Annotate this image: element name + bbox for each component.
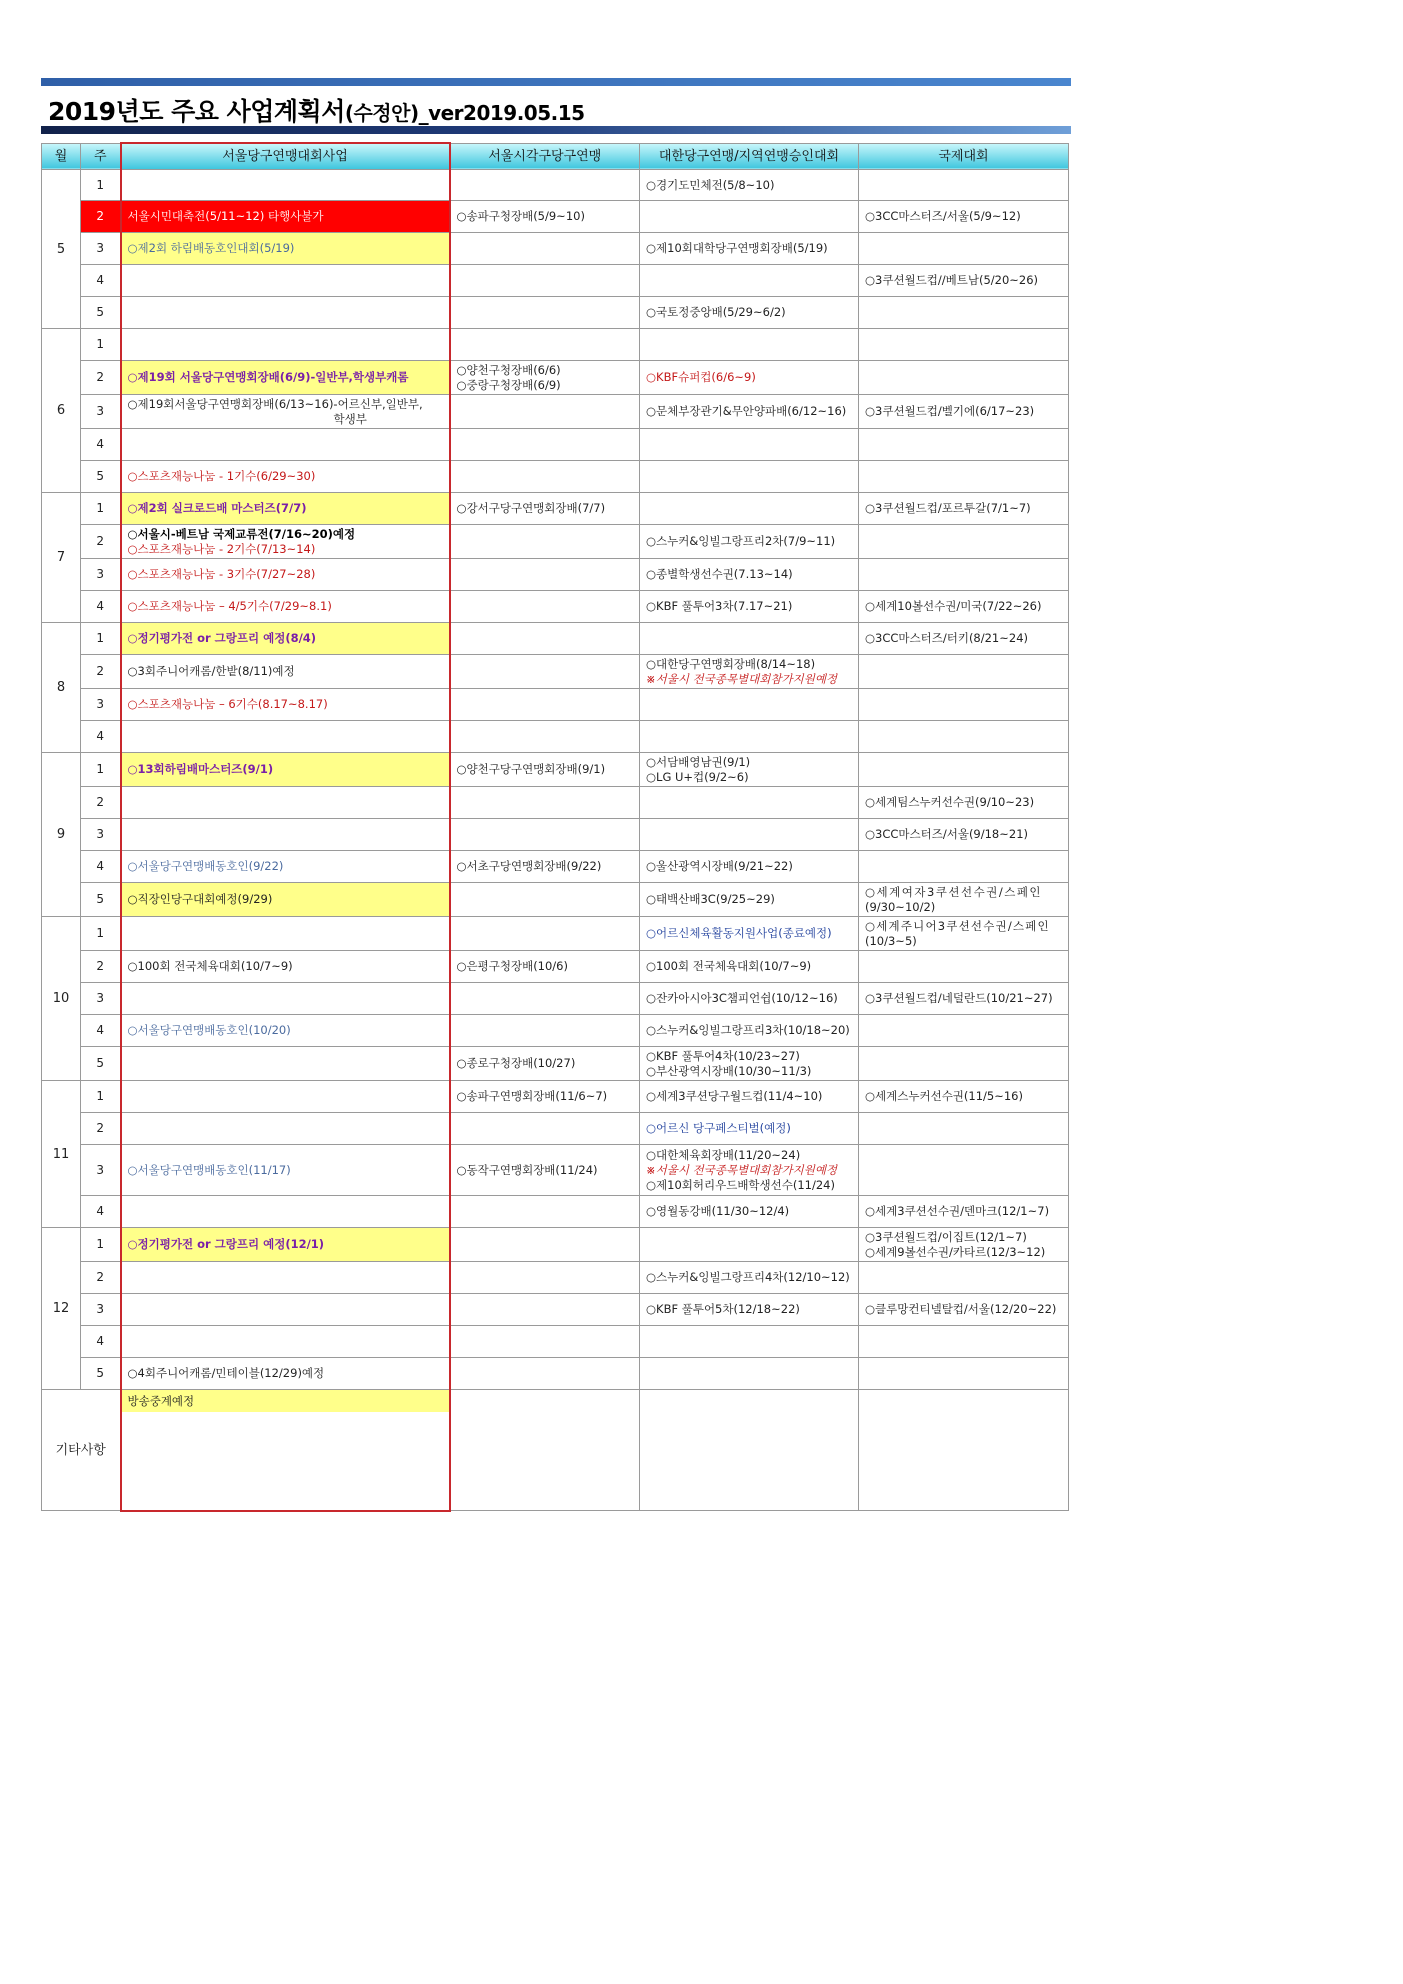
- seoul-cell: ○제2회 실크로드배 마스터즈(7/7): [121, 493, 450, 525]
- intl-cell: [859, 559, 1069, 591]
- header-international: 국제대회: [859, 143, 1069, 170]
- national-cell: ○영월동강배(11/30~12/4): [640, 1196, 859, 1228]
- title-main: 2019년도 주요 사업계획서: [48, 97, 345, 126]
- district-cell: [450, 329, 640, 361]
- national-cell: ○100회 전국체육대회(10/7~9): [640, 951, 859, 983]
- intl-cell: [859, 1145, 1069, 1196]
- month-cell: 7: [42, 493, 81, 623]
- national-cell: [640, 721, 859, 753]
- week-cell: 2: [81, 655, 121, 689]
- week-cell: 3: [81, 1145, 121, 1196]
- district-cell: [450, 1262, 640, 1294]
- title-suffix: (수정안)_ver2019.05.15: [344, 101, 585, 125]
- header-district-federation: 서울시각구당구연맹: [450, 143, 640, 170]
- seoul-cell: [121, 1047, 450, 1081]
- national-cell: ○태백산배3C(9/25~29): [640, 883, 859, 917]
- intl-cell: [859, 753, 1069, 787]
- district-cell: ○송파구연맹회장배(11/6~7): [450, 1081, 640, 1113]
- intl-cell: [859, 1113, 1069, 1145]
- district-cell: [450, 265, 640, 297]
- seoul-cell: [121, 1081, 450, 1113]
- seoul-line: ○스포츠재능나눔 - 2기수(7/13~14): [127, 541, 316, 556]
- table-row: [42, 1262, 1069, 1294]
- table-row: [42, 851, 1069, 883]
- week-cell: 4: [81, 1326, 121, 1358]
- week-cell: 4: [81, 851, 121, 883]
- intl-cell: ○3쿠션월드컵//베트남(5/20~26): [859, 265, 1069, 297]
- week-cell: 3: [81, 1294, 121, 1326]
- etc-broadcast-note: 방송중계예정: [122, 1390, 449, 1412]
- seoul-cell: [121, 983, 450, 1015]
- district-cell: [450, 1294, 640, 1326]
- month-cell: 10: [42, 917, 81, 1081]
- district-cell: [450, 361, 640, 395]
- intl-cell: [859, 1262, 1069, 1294]
- header-national-approved: 대한당구연맹/지역연맹승인대회: [640, 143, 859, 170]
- table-row: [42, 623, 1069, 655]
- table-row: [42, 753, 1069, 787]
- table-row: [42, 721, 1069, 753]
- intl-cell: [859, 233, 1069, 265]
- intl-cell: [859, 721, 1069, 753]
- district-cell: ○은평구청장배(10/6): [450, 951, 640, 983]
- week-cell: 2: [81, 1113, 121, 1145]
- national-cell: [640, 1326, 859, 1358]
- national-cell: ○어르신 당구페스티벌(예정): [640, 1113, 859, 1145]
- month-cell: 5: [42, 170, 81, 329]
- national-cell: [640, 1047, 859, 1081]
- intl-cell: [859, 1015, 1069, 1047]
- intl-cell: [859, 525, 1069, 559]
- seoul-cell: [121, 170, 450, 201]
- week-cell: 3: [81, 819, 121, 851]
- national-cell: ○제10회대학당구연맹회장배(5/19): [640, 233, 859, 265]
- etc-label: 기타사항: [42, 1390, 121, 1511]
- district-cell: ○동작구연맹회장배(11/24): [450, 1145, 640, 1196]
- district-cell: [450, 429, 640, 461]
- seoul-cell: ○스포츠재능나눔 – 4/5기수(7/29~8.1): [121, 591, 450, 623]
- national-cell: ○KBF 풀투어5차(12/18~22): [640, 1294, 859, 1326]
- seoul-cell: [121, 1113, 450, 1145]
- national-cell: [640, 1145, 859, 1196]
- month-cell: 12: [42, 1228, 81, 1390]
- national-line: ○대한당구연맹회장배(8/14~18): [646, 656, 816, 671]
- district-cell: ○송파구청장배(5/9~10): [450, 201, 640, 233]
- week-cell: 3: [81, 395, 121, 429]
- week-cell: 2: [81, 1262, 121, 1294]
- national-cell: ○스누커&잉빌그랑프리2차(7/9~11): [640, 525, 859, 559]
- national-cell: ○KBF슈퍼컵(6/6~9): [640, 361, 859, 395]
- seoul-cell: ○정기평가전 or 그랑프리 예정(8/4): [121, 623, 450, 655]
- national-cell: [640, 329, 859, 361]
- national-cell: [640, 429, 859, 461]
- intl-cell: ○세계10볼선수권/미국(7/22~26): [859, 591, 1069, 623]
- national-line: ※서울시 전국종목별대회참가지원예정: [646, 671, 838, 686]
- week-cell: 5: [81, 461, 121, 493]
- week-cell: 3: [81, 689, 121, 721]
- intl-cell: [859, 1358, 1069, 1390]
- national-cell: [640, 655, 859, 689]
- month-cell: 11: [42, 1081, 81, 1228]
- table-row: [42, 329, 1069, 361]
- week-cell: 2: [81, 787, 121, 819]
- seoul-cell: ○스포츠재능나눔 – 6기수(8.17~8.17): [121, 689, 450, 721]
- week-cell: 2: [81, 525, 121, 559]
- table-row: [42, 525, 1069, 559]
- district-cell: [450, 721, 640, 753]
- intl-cell: ○3쿠션월드컵/네덜란드(10/21~27): [859, 983, 1069, 1015]
- national-cell: [640, 461, 859, 493]
- intl-cell: [859, 461, 1069, 493]
- seoul-cell: ○13회하림배마스터즈(9/1): [121, 753, 450, 787]
- etc-district-cell: [450, 1390, 640, 1511]
- week-cell: 2: [81, 201, 121, 233]
- district-cell: [450, 983, 640, 1015]
- week-cell: 3: [81, 559, 121, 591]
- week-cell: 5: [81, 297, 121, 329]
- table-row: [42, 1015, 1069, 1047]
- table-row: [42, 1113, 1069, 1145]
- week-cell: 1: [81, 917, 121, 951]
- week-cell: 4: [81, 429, 121, 461]
- national-cell: ○어르신체육활동지원사업(종료예정): [640, 917, 859, 951]
- district-cell: [450, 461, 640, 493]
- table-row: [42, 1228, 1069, 1262]
- national-cell: [640, 1228, 859, 1262]
- week-cell: 1: [81, 170, 121, 201]
- intl-cell: ○클루망컨티넬탈컵/서울(12/20~22): [859, 1294, 1069, 1326]
- plan-table: [41, 142, 1069, 1512]
- table-row: [42, 983, 1069, 1015]
- week-cell: 3: [81, 983, 121, 1015]
- intl-cell: [859, 1326, 1069, 1358]
- district-cell: ○강서구당구연맹회장배(7/7): [450, 493, 640, 525]
- table-row: [42, 297, 1069, 329]
- table-row: [42, 787, 1069, 819]
- month-cell: 8: [42, 623, 81, 753]
- intl-cell: [859, 655, 1069, 689]
- table-row: [42, 493, 1069, 525]
- table-row: [42, 655, 1069, 689]
- intl-cell: ○3CC마스터즈/서울(5/9~12): [859, 201, 1069, 233]
- week-cell: 3: [81, 233, 121, 265]
- seoul-cell: [121, 917, 450, 951]
- week-cell: 1: [81, 1081, 121, 1113]
- seoul-cell: ○스포츠재능나눔 - 1기수(6/29~30): [121, 461, 450, 493]
- national-line: ※서울시 전국종목별대회참가지원예정: [646, 1162, 838, 1177]
- month-cell: 6: [42, 329, 81, 493]
- district-cell: [450, 297, 640, 329]
- table-row: [42, 883, 1069, 917]
- national-cell: ○세계3쿠션당구월드컵(11/4~10): [640, 1081, 859, 1113]
- district-cell: ○양천구당구연맹회장배(9/1): [450, 753, 640, 787]
- week-cell: 2: [81, 361, 121, 395]
- district-cell: [450, 623, 640, 655]
- seoul-cell: [121, 1196, 450, 1228]
- table-row: [42, 591, 1069, 623]
- seoul-cell: [121, 525, 450, 559]
- seoul-cell: ○3회주니어캐롬/한밭(8/11)예정: [121, 655, 450, 689]
- week-cell: 1: [81, 329, 121, 361]
- etc-intl-cell: [859, 1390, 1069, 1511]
- seoul-cell: ○서울당구연맹배동호인(11/17): [121, 1145, 450, 1196]
- district-cell: [450, 1358, 640, 1390]
- week-cell: 4: [81, 591, 121, 623]
- table-row: [42, 395, 1069, 429]
- table-row: [42, 265, 1069, 297]
- week-cell: 5: [81, 1047, 121, 1081]
- seoul-cell: [121, 1262, 450, 1294]
- seoul-cell: [121, 329, 450, 361]
- district-cell: [450, 1326, 640, 1358]
- intl-cell: [859, 951, 1069, 983]
- seoul-cell: ○4회주니어캐롬/민테이블(12/29)예정: [121, 1358, 450, 1390]
- national-cell: [640, 787, 859, 819]
- national-line: ○서담배영남권(9/1): [646, 754, 751, 769]
- intl-cell: [859, 297, 1069, 329]
- seoul-cell: [121, 429, 450, 461]
- seoul-cell: [121, 1326, 450, 1358]
- week-cell: 1: [81, 753, 121, 787]
- intl-line: ○3쿠션월드컵/이집트(12/1~7): [865, 1229, 1027, 1244]
- week-cell: 2: [81, 951, 121, 983]
- seoul-cell: 서울시민대축전(5/11~12) 타행사불가: [121, 201, 450, 233]
- national-cell: [640, 753, 859, 787]
- seoul-cell: ○제2회 하림배동호인대회(5/19): [121, 233, 450, 265]
- seoul-cell: ○정기평가전 or 그랑프리 예정(12/1): [121, 1228, 450, 1262]
- district-cell: [450, 883, 640, 917]
- intl-cell: ○3쿠션월드컵/벨기에(6/17~23): [859, 395, 1069, 429]
- week-cell: 1: [81, 1228, 121, 1262]
- week-cell: 4: [81, 265, 121, 297]
- table-row: [42, 1081, 1069, 1113]
- district-cell: [450, 819, 640, 851]
- table-row: [42, 201, 1069, 233]
- national-cell: ○문체부장관기&무안양파배(6/12~16): [640, 395, 859, 429]
- national-line: ○제10회허리우드배학생선수(11/24): [646, 1177, 835, 1192]
- district-cell: [450, 689, 640, 721]
- intl-cell: ○3CC마스터즈/터키(8/21~24): [859, 623, 1069, 655]
- national-cell: ○울산광역시장배(9/21~22): [640, 851, 859, 883]
- seoul-cell: ○서울당구연맹배동호인(9/22): [121, 851, 450, 883]
- national-line: ○LG U+컵(9/2~6): [646, 769, 749, 784]
- header-week: 주: [81, 143, 121, 170]
- header-seoul-federation: 서울당구연맹대회사업: [121, 143, 450, 170]
- table-row: [42, 461, 1069, 493]
- district-cell: ○서초구당연맹회장배(9/22): [450, 851, 640, 883]
- district-cell: [450, 1196, 640, 1228]
- intl-line: ○세계주니어3쿠션선수권/스페인: [865, 918, 1050, 933]
- week-cell: 1: [81, 623, 121, 655]
- district-cell: [450, 1015, 640, 1047]
- district-cell: [450, 1228, 640, 1262]
- district-line: ○중랑구청장배(6/9): [456, 377, 561, 392]
- intl-line: (10/3~5): [865, 933, 917, 948]
- table-row: [42, 1196, 1069, 1228]
- national-cell: ○스누커&잉빌그랑프리3차(10/18~20): [640, 1015, 859, 1047]
- national-cell: [640, 201, 859, 233]
- table-row: [42, 1358, 1069, 1390]
- week-cell: 4: [81, 1196, 121, 1228]
- intl-cell: [859, 170, 1069, 201]
- table-row: [42, 819, 1069, 851]
- table-row: [42, 429, 1069, 461]
- table-row: [42, 1294, 1069, 1326]
- intl-cell: [859, 1228, 1069, 1262]
- title-top-rule: [41, 78, 1071, 86]
- national-cell: [640, 689, 859, 721]
- table-row: [42, 1326, 1069, 1358]
- district-line: ○양천구청장배(6/6): [456, 362, 561, 377]
- etc-row: [42, 1390, 1069, 1511]
- seoul-cell: ○직장인당구대회예정(9/29): [121, 883, 450, 917]
- table-row: [42, 1145, 1069, 1196]
- national-line: ○부산광역시장배(10/30~11/3): [646, 1063, 812, 1078]
- intl-cell: ○3CC마스터즈/서울(9/18~21): [859, 819, 1069, 851]
- national-cell: ○국토정중앙배(5/29~6/2): [640, 297, 859, 329]
- national-cell: [640, 819, 859, 851]
- seoul-cell: [121, 787, 450, 819]
- seoul-cell: [121, 265, 450, 297]
- week-cell: 4: [81, 1015, 121, 1047]
- intl-cell: [859, 329, 1069, 361]
- seoul-cell: [121, 1294, 450, 1326]
- seoul-cell: ○스포츠재능나눔 - 3기수(7/27~28): [121, 559, 450, 591]
- national-cell: [640, 1358, 859, 1390]
- national-cell: ○스누커&잉빌그랑프리4차(12/10~12): [640, 1262, 859, 1294]
- week-cell: 4: [81, 721, 121, 753]
- seoul-line: ○서울시-베트남 국제교류전(7/16~20)예정: [127, 526, 356, 541]
- intl-cell: [859, 689, 1069, 721]
- national-cell: [640, 265, 859, 297]
- seoul-cell: [121, 819, 450, 851]
- intl-cell: ○3쿠션월드컵/포르투갈(7/1~7): [859, 493, 1069, 525]
- intl-line: ○세계여자3쿠션선수권/스페인: [865, 884, 1043, 899]
- national-cell: [640, 623, 859, 655]
- seoul-cell: [121, 395, 450, 429]
- document-title: [48, 92, 585, 128]
- seoul-cell: ○서울당구연맹배동호인(10/20): [121, 1015, 450, 1047]
- seoul-line: 학생부: [333, 411, 367, 426]
- intl-cell: [859, 429, 1069, 461]
- month-cell: 9: [42, 753, 81, 917]
- table-header-row: [42, 143, 1069, 170]
- district-cell: [450, 395, 640, 429]
- week-cell: 5: [81, 883, 121, 917]
- intl-cell: [859, 917, 1069, 951]
- intl-cell: [859, 883, 1069, 917]
- national-cell: ○종별학생선수권(7.13~14): [640, 559, 859, 591]
- national-line: ○KBF 풀투어4차(10/23~27): [646, 1048, 800, 1063]
- week-cell: 5: [81, 1358, 121, 1390]
- district-cell: [450, 787, 640, 819]
- district-cell: [450, 917, 640, 951]
- intl-cell: [859, 851, 1069, 883]
- table-row: [42, 951, 1069, 983]
- district-cell: [450, 1113, 640, 1145]
- district-cell: [450, 233, 640, 265]
- seoul-cell: [121, 721, 450, 753]
- intl-cell: ○세계3쿠션선수권/덴마크(12/1~7): [859, 1196, 1069, 1228]
- table-row: [42, 559, 1069, 591]
- national-cell: ○KBF 풀투어3차(7.17~21): [640, 591, 859, 623]
- table-row: [42, 361, 1069, 395]
- week-cell: 1: [81, 493, 121, 525]
- intl-cell: ○세계팀스누커선수권(9/10~23): [859, 787, 1069, 819]
- national-cell: ○경기도민체전(5/8~10): [640, 170, 859, 201]
- title-bottom-rule: [41, 126, 1071, 134]
- district-cell: [450, 525, 640, 559]
- seoul-cell: ○제19회 서울당구연맹회장배(6/9)-일반부,학생부캐롬: [121, 361, 450, 395]
- header-month: 월: [42, 143, 81, 170]
- table-row: [42, 170, 1069, 201]
- district-cell: [450, 655, 640, 689]
- seoul-line: ○제19회서울당구연맹회장배(6/13~16)-어르신부,일반부,: [127, 396, 423, 411]
- intl-cell: [859, 1047, 1069, 1081]
- etc-national-cell: [640, 1390, 859, 1511]
- intl-line: (9/30~10/2): [865, 899, 936, 914]
- etc-seoul-cell: [121, 1390, 450, 1511]
- national-cell: [640, 493, 859, 525]
- table-row: [42, 1047, 1069, 1081]
- table-row: [42, 233, 1069, 265]
- national-line: ○대한체육회장배(11/20~24): [646, 1147, 801, 1162]
- district-cell: [450, 170, 640, 201]
- table-row: [42, 917, 1069, 951]
- intl-line: ○세계9볼선수권/카타르(12/3~12): [865, 1244, 1046, 1259]
- intl-cell: [859, 361, 1069, 395]
- seoul-cell: ○100회 전국체육대회(10/7~9): [121, 951, 450, 983]
- table-row: [42, 689, 1069, 721]
- seoul-cell: [121, 297, 450, 329]
- national-cell: ○잔카아시아3C챔피언쉽(10/12~16): [640, 983, 859, 1015]
- district-cell: [450, 559, 640, 591]
- district-cell: ○종로구청장배(10/27): [450, 1047, 640, 1081]
- district-cell: [450, 591, 640, 623]
- intl-cell: ○세계스누커선수권(11/5~16): [859, 1081, 1069, 1113]
